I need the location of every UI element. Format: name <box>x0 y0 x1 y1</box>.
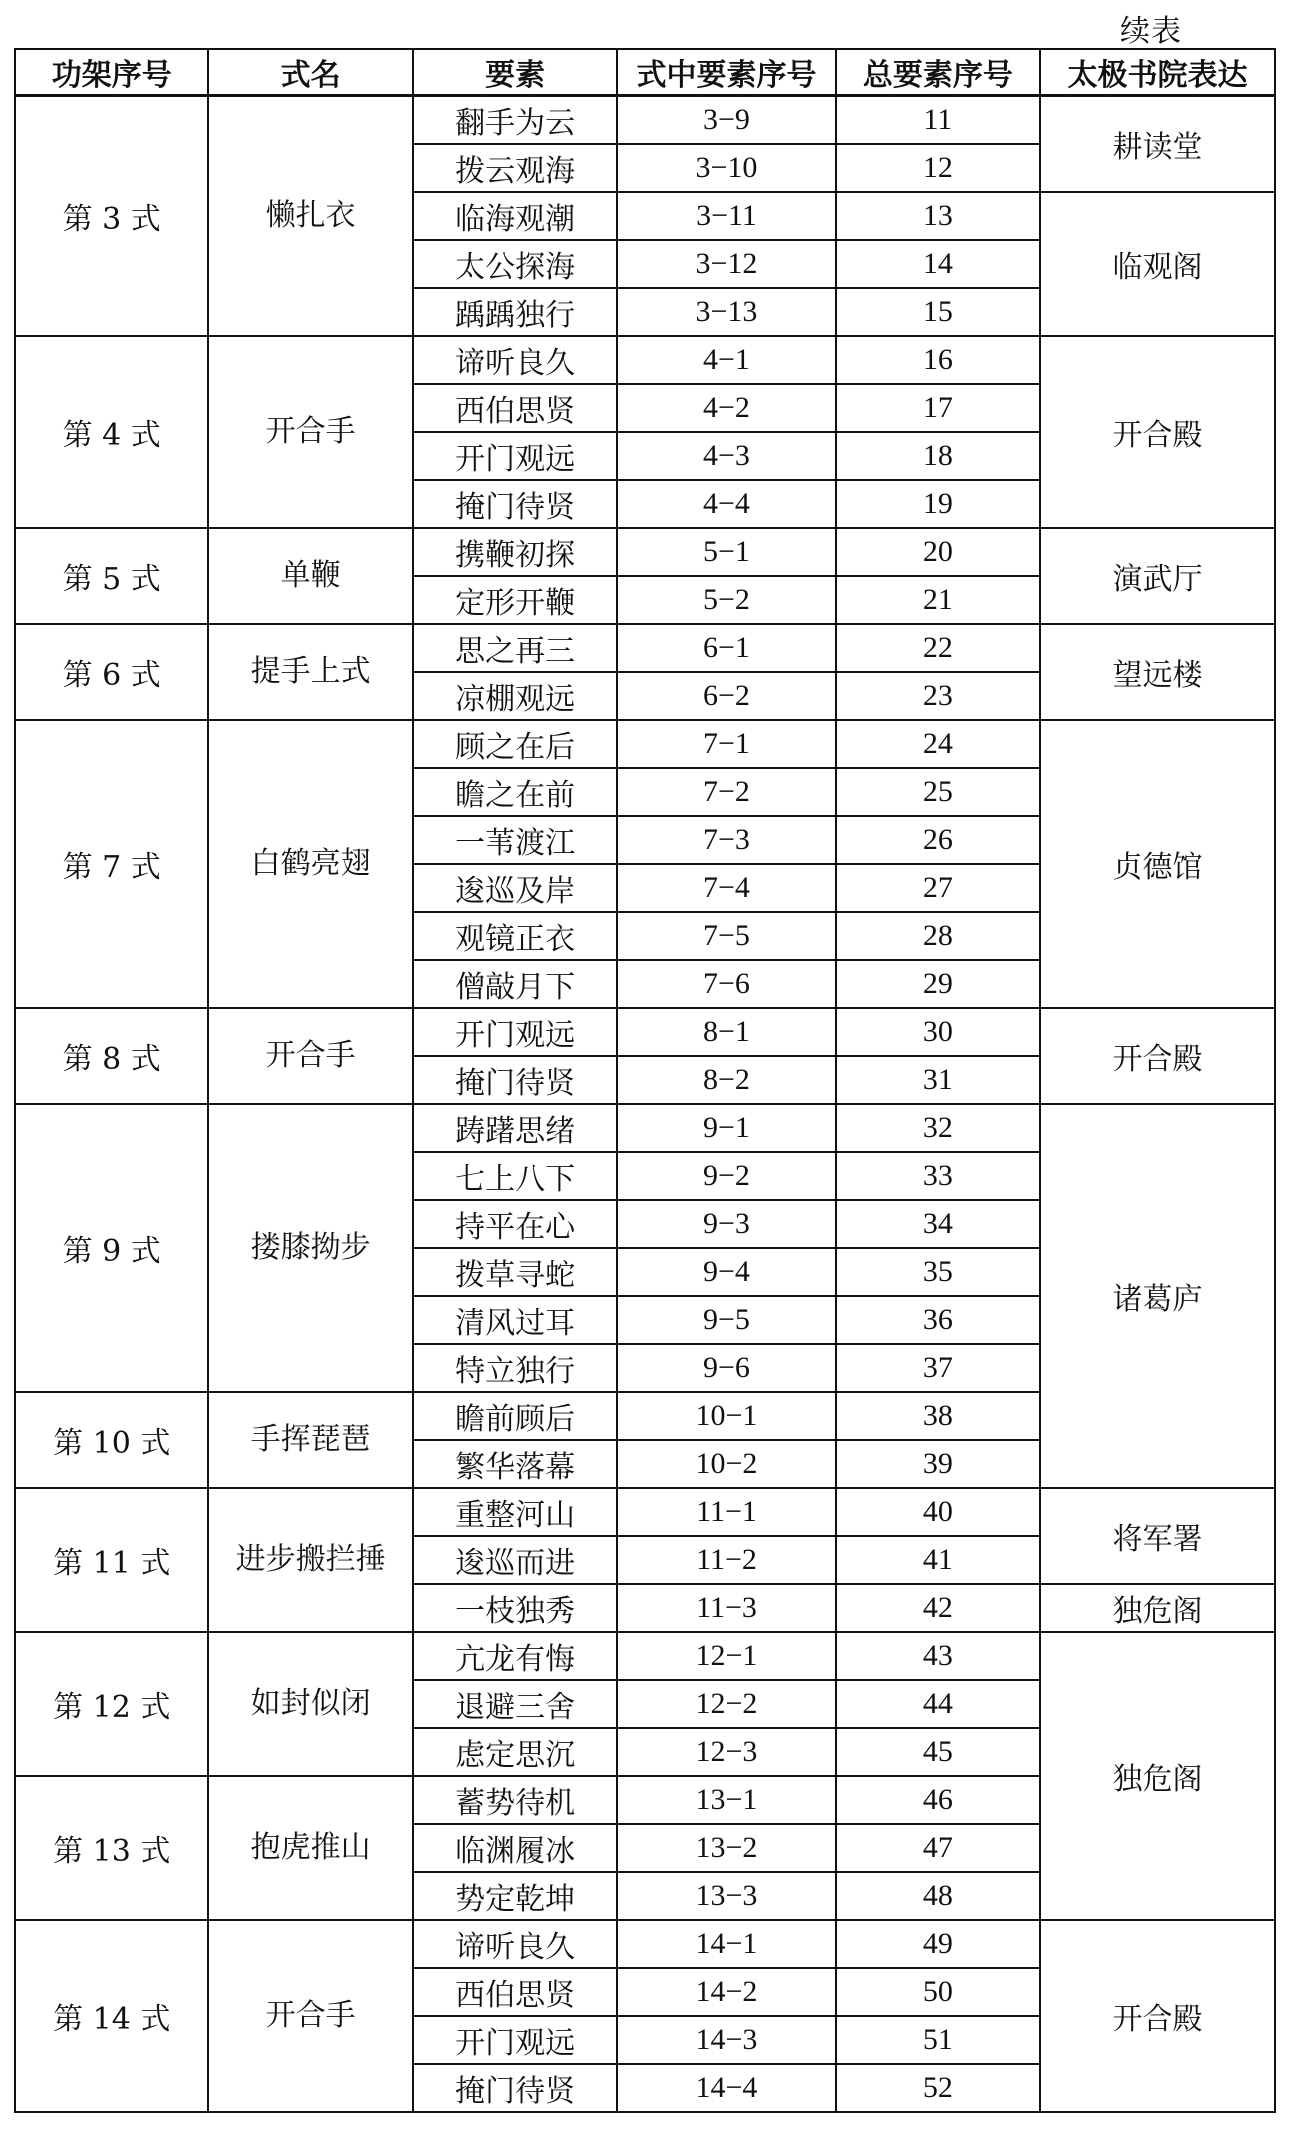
element-cell: 掩门待贤 <box>413 480 617 528</box>
element-sub-number-cell: 11−2 <box>617 1536 835 1584</box>
table-row <box>15 96 1275 145</box>
element-cell: 开门观远 <box>413 2016 617 2064</box>
table-row <box>15 1632 1275 1680</box>
academy-expression-cell: 将军署 <box>1040 1488 1275 1584</box>
academy-expression-cell: 临观阁 <box>1040 192 1275 336</box>
element-sub-number-cell: 13−2 <box>617 1824 835 1872</box>
total-element-number-cell: 46 <box>836 1776 1040 1824</box>
element-sub-number-cell: 10−1 <box>617 1392 835 1440</box>
element-cell: 一苇渡江 <box>413 816 617 864</box>
form-number-cell: 第 4 式 <box>15 336 208 528</box>
total-element-number-cell: 26 <box>836 816 1040 864</box>
form-number-cell: 第 8 式 <box>15 1008 208 1104</box>
element-cell: 临渊履冰 <box>413 1824 617 1872</box>
form-number-cell: 第 7 式 <box>15 720 208 1008</box>
total-element-number-cell: 20 <box>836 528 1040 576</box>
form-number-cell: 第 3 式 <box>15 96 208 337</box>
form-number-cell: 第 13 式 <box>15 1776 208 1920</box>
element-cell: 凉棚观远 <box>413 672 617 720</box>
element-cell: 观镜正衣 <box>413 912 617 960</box>
form-name-cell: 如封似闭 <box>208 1632 412 1776</box>
academy-expression-cell: 开合殿 <box>1040 1008 1275 1104</box>
form-name-cell: 开合手 <box>208 336 412 528</box>
total-element-number-cell: 40 <box>836 1488 1040 1536</box>
form-name-cell: 懒扎衣 <box>208 96 412 337</box>
element-cell: 持平在心 <box>413 1200 617 1248</box>
element-sub-number-cell: 7−4 <box>617 864 835 912</box>
element-cell: 蓄势待机 <box>413 1776 617 1824</box>
element-cell: 逡巡而进 <box>413 1536 617 1584</box>
element-cell: 瞻前顾后 <box>413 1392 617 1440</box>
element-cell: 西伯思贤 <box>413 1968 617 2016</box>
form-number-cell: 第 14 式 <box>15 1920 208 2112</box>
academy-expression-cell: 独危阁 <box>1040 1584 1275 1632</box>
total-element-number-cell: 38 <box>836 1392 1040 1440</box>
element-sub-number-cell: 7−6 <box>617 960 835 1008</box>
element-sub-number-cell: 3−11 <box>617 192 835 240</box>
element-sub-number-cell: 12−3 <box>617 1728 835 1776</box>
form-name-cell: 单鞭 <box>208 528 412 624</box>
total-element-number-cell: 34 <box>836 1200 1040 1248</box>
element-cell: 开门观远 <box>413 1008 617 1056</box>
element-sub-number-cell: 14−2 <box>617 1968 835 2016</box>
element-sub-number-cell: 4−2 <box>617 384 835 432</box>
element-cell: 临海观潮 <box>413 192 617 240</box>
total-element-number-cell: 48 <box>836 1872 1040 1920</box>
element-sub-number-cell: 7−1 <box>617 720 835 768</box>
form-name-cell: 提手上式 <box>208 624 412 720</box>
academy-expression-cell: 贞德馆 <box>1040 720 1275 1008</box>
table-row <box>15 1008 1275 1056</box>
header-form-name: 式名 <box>208 49 412 96</box>
header-form-number: 功架序号 <box>15 49 208 96</box>
total-element-number-cell: 25 <box>836 768 1040 816</box>
element-cell: 繁华落幕 <box>413 1440 617 1488</box>
form-number-cell: 第 5 式 <box>15 528 208 624</box>
form-name-cell: 白鹤亮翅 <box>208 720 412 1008</box>
element-sub-number-cell: 11−1 <box>617 1488 835 1536</box>
element-sub-number-cell: 13−3 <box>617 1872 835 1920</box>
element-cell: 掩门待贤 <box>413 2064 617 2112</box>
element-cell: 踽踽独行 <box>413 288 617 336</box>
element-sub-number-cell: 9−1 <box>617 1104 835 1152</box>
element-cell: 逡巡及岸 <box>413 864 617 912</box>
element-sub-number-cell: 7−3 <box>617 816 835 864</box>
form-number-cell: 第 10 式 <box>15 1392 208 1488</box>
total-element-number-cell: 30 <box>836 1008 1040 1056</box>
element-sub-number-cell: 8−1 <box>617 1008 835 1056</box>
total-element-number-cell: 23 <box>836 672 1040 720</box>
academy-expression-cell: 开合殿 <box>1040 1920 1275 2112</box>
total-element-number-cell: 47 <box>836 1824 1040 1872</box>
element-sub-number-cell: 10−2 <box>617 1440 835 1488</box>
table-row <box>15 624 1275 672</box>
total-element-number-cell: 28 <box>836 912 1040 960</box>
table-row <box>15 720 1275 768</box>
element-sub-number-cell: 13−1 <box>617 1776 835 1824</box>
total-element-number-cell: 17 <box>836 384 1040 432</box>
table-body <box>15 96 1275 2113</box>
total-element-number-cell: 43 <box>836 1632 1040 1680</box>
element-cell: 僧敲月下 <box>413 960 617 1008</box>
header-academy-expression: 太极书院表达 <box>1040 49 1275 96</box>
total-element-number-cell: 18 <box>836 432 1040 480</box>
total-element-number-cell: 12 <box>836 144 1040 192</box>
total-element-number-cell: 13 <box>836 192 1040 240</box>
form-name-cell: 手挥琵琶 <box>208 1392 412 1488</box>
total-element-number-cell: 27 <box>836 864 1040 912</box>
academy-expression-cell: 望远楼 <box>1040 624 1275 720</box>
element-cell: 思之再三 <box>413 624 617 672</box>
header-total-element-number: 总要素序号 <box>836 49 1040 96</box>
total-element-number-cell: 51 <box>836 2016 1040 2064</box>
total-element-number-cell: 50 <box>836 1968 1040 2016</box>
element-cell: 拨云观海 <box>413 144 617 192</box>
element-cell: 重整河山 <box>413 1488 617 1536</box>
table-row <box>15 1488 1275 1536</box>
element-cell: 翻手为云 <box>413 96 617 145</box>
element-sub-number-cell: 5−2 <box>617 576 835 624</box>
element-cell: 太公探海 <box>413 240 617 288</box>
element-sub-number-cell: 11−3 <box>617 1584 835 1632</box>
element-cell: 七上八下 <box>413 1152 617 1200</box>
form-name-cell: 抱虎推山 <box>208 1776 412 1920</box>
element-sub-number-cell: 3−10 <box>617 144 835 192</box>
total-element-number-cell: 52 <box>836 2064 1040 2112</box>
total-element-number-cell: 31 <box>836 1056 1040 1104</box>
element-cell: 携鞭初探 <box>413 528 617 576</box>
academy-expression-cell: 诸葛庐 <box>1040 1104 1275 1488</box>
academy-expression-cell: 开合殿 <box>1040 336 1275 528</box>
total-element-number-cell: 39 <box>836 1440 1040 1488</box>
element-sub-number-cell: 3−9 <box>617 96 835 145</box>
total-element-number-cell: 11 <box>836 96 1040 145</box>
header-row <box>15 49 1275 96</box>
element-cell: 瞻之在前 <box>413 768 617 816</box>
total-element-number-cell: 15 <box>836 288 1040 336</box>
academy-expression-cell: 耕读堂 <box>1040 96 1275 193</box>
element-sub-number-cell: 9−3 <box>617 1200 835 1248</box>
element-cell: 开门观远 <box>413 432 617 480</box>
form-number-cell: 第 12 式 <box>15 1632 208 1776</box>
total-element-number-cell: 36 <box>836 1296 1040 1344</box>
element-sub-number-cell: 14−1 <box>617 1920 835 1968</box>
total-element-number-cell: 21 <box>836 576 1040 624</box>
element-sub-number-cell: 9−4 <box>617 1248 835 1296</box>
total-element-number-cell: 37 <box>836 1344 1040 1392</box>
form-name-cell: 开合手 <box>208 1920 412 2112</box>
total-element-number-cell: 16 <box>836 336 1040 384</box>
element-cell: 顾之在后 <box>413 720 617 768</box>
total-element-number-cell: 35 <box>836 1248 1040 1296</box>
total-element-number-cell: 22 <box>836 624 1040 672</box>
element-sub-number-cell: 4−1 <box>617 336 835 384</box>
element-sub-number-cell: 14−4 <box>617 2064 835 2112</box>
form-number-cell: 第 6 式 <box>15 624 208 720</box>
table-row <box>15 1104 1275 1152</box>
element-sub-number-cell: 4−4 <box>617 480 835 528</box>
element-sub-number-cell: 9−6 <box>617 1344 835 1392</box>
element-sub-number-cell: 12−1 <box>617 1632 835 1680</box>
element-sub-number-cell: 8−2 <box>617 1056 835 1104</box>
element-sub-number-cell: 3−12 <box>617 240 835 288</box>
element-sub-number-cell: 4−3 <box>617 432 835 480</box>
form-number-cell: 第 9 式 <box>15 1104 208 1392</box>
element-sub-number-cell: 6−1 <box>617 624 835 672</box>
total-element-number-cell: 33 <box>836 1152 1040 1200</box>
total-element-number-cell: 29 <box>836 960 1040 1008</box>
element-sub-number-cell: 6−2 <box>617 672 835 720</box>
element-cell: 一枝独秀 <box>413 1584 617 1632</box>
header-element-sub-number: 式中要素序号 <box>617 49 835 96</box>
total-element-number-cell: 44 <box>836 1680 1040 1728</box>
element-cell: 踌躇思绪 <box>413 1104 617 1152</box>
element-sub-number-cell: 5−1 <box>617 528 835 576</box>
form-name-cell: 搂膝拗步 <box>208 1104 412 1392</box>
table-row <box>15 1920 1275 1968</box>
element-cell: 亢龙有悔 <box>413 1632 617 1680</box>
form-name-cell: 进步搬拦捶 <box>208 1488 412 1632</box>
academy-expression-cell: 独危阁 <box>1040 1632 1275 1920</box>
element-cell: 特立独行 <box>413 1344 617 1392</box>
table-row <box>15 336 1275 384</box>
element-cell: 掩门待贤 <box>413 1056 617 1104</box>
element-cell: 谛听良久 <box>413 336 617 384</box>
total-element-number-cell: 14 <box>836 240 1040 288</box>
element-sub-number-cell: 7−2 <box>617 768 835 816</box>
element-sub-number-cell: 9−5 <box>617 1296 835 1344</box>
header-element: 要素 <box>413 49 617 96</box>
form-name-cell: 开合手 <box>208 1008 412 1104</box>
element-cell: 西伯思贤 <box>413 384 617 432</box>
academy-expression-cell: 演武厅 <box>1040 528 1275 624</box>
element-sub-number-cell: 9−2 <box>617 1152 835 1200</box>
table-header <box>15 49 1275 96</box>
element-cell: 定形开鞭 <box>413 576 617 624</box>
element-cell: 清风过耳 <box>413 1296 617 1344</box>
total-element-number-cell: 41 <box>836 1536 1040 1584</box>
element-cell: 势定乾坤 <box>413 1872 617 1920</box>
element-cell: 虑定思沉 <box>413 1728 617 1776</box>
element-cell: 退避三舍 <box>413 1680 617 1728</box>
total-element-number-cell: 49 <box>836 1920 1040 1968</box>
form-elements-table <box>14 48 1276 2113</box>
total-element-number-cell: 42 <box>836 1584 1040 1632</box>
element-sub-number-cell: 14−3 <box>617 2016 835 2064</box>
element-sub-number-cell: 3−13 <box>617 288 835 336</box>
element-sub-number-cell: 12−2 <box>617 1680 835 1728</box>
element-sub-number-cell: 7−5 <box>617 912 835 960</box>
form-number-cell: 第 11 式 <box>15 1488 208 1632</box>
total-element-number-cell: 45 <box>836 1728 1040 1776</box>
total-element-number-cell: 24 <box>836 720 1040 768</box>
element-cell: 谛听良久 <box>413 1920 617 1968</box>
total-element-number-cell: 19 <box>836 480 1040 528</box>
continued-table-label: 续表 <box>1120 14 1182 49</box>
total-element-number-cell: 32 <box>836 1104 1040 1152</box>
element-cell: 拨草寻蛇 <box>413 1248 617 1296</box>
table-row <box>15 528 1275 576</box>
